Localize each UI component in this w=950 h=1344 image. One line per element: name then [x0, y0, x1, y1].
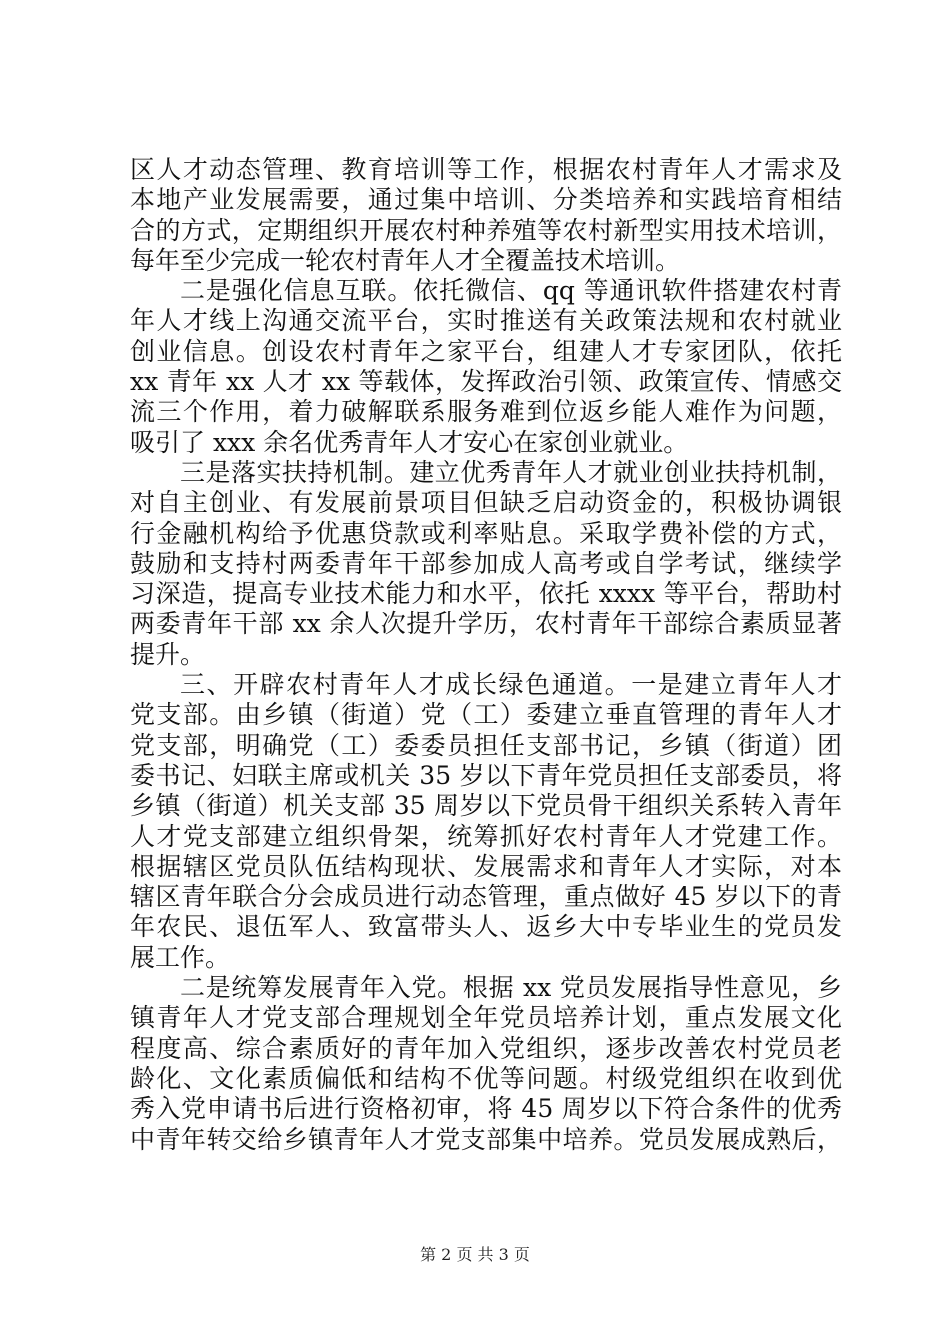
text-line: 委书记、妇联主席或机关 35 岁以下青年党员担任支部委员，将 [130, 760, 842, 790]
text-line: 鼓励和支持村两委青年干部参加成人高考或自学考试，继续学 [130, 548, 842, 578]
section-heading-line: 三、开辟农村青年人才成长绿色通道。一是建立青年人才 [180, 670, 842, 700]
text-line: 展工作。 [130, 942, 231, 972]
text-line: 提升。 [130, 639, 206, 669]
text-line: xx 青年 xx 人才 xx 等载体，发挥政治引领、政策宣传、情感交 [130, 367, 842, 397]
text-line: 每年至少完成一轮农村青年人才全覆盖技术培训。 [130, 245, 681, 275]
text-line: 创业信息。创设农村青年之家平台，组建人才专家团队，依托 [130, 336, 842, 366]
text-line: 党支部，明确党（工）委委员担任支部书记，乡镇（街道）团 [130, 730, 842, 760]
text-line: 根据辖区党员队伍结构现状、发展需求和青年人才实际，对本 [130, 851, 842, 881]
text-line: 中青年转交给乡镇青年人才党支部集中培养。党员发展成熟后， [130, 1124, 842, 1154]
page-footer [0, 1242, 950, 1265]
text-line: 吸引了 xxx 余名优秀青年人才安心在家创业就业。 [130, 427, 689, 457]
text-line: 程度高、综合素质好的青年加入党组织，逐步改善农村党员老 [130, 1033, 842, 1063]
text-line: 两委青年干部 xx 余人次提升学历，农村青年干部综合素质显著 [130, 609, 842, 639]
text-line: 人才党支部建立组织骨架，统筹抓好农村青年人才党建工作。 [130, 821, 842, 851]
text-line: 习深造，提高专业技术能力和水平，依托 xxxx 等平台，帮助村 [130, 579, 842, 609]
text-line: 年人才线上沟通交流平台，实时推送有关政策法规和农村就业 [130, 306, 842, 336]
document-body [130, 155, 842, 1155]
text-line: 辖区青年联合分会成员进行动态管理，重点做好 45 岁以下的青 [130, 882, 842, 912]
paragraph-first-line: 二是强化信息互联。依托微信、qq 等通讯软件搭建农村青 [180, 276, 842, 306]
text-line: 流三个作用，着力破解联系服务难到位返乡能人难作为问题， [130, 397, 842, 427]
text-line: 年农民、退伍军人、致富带头人、返乡大中专毕业生的党员发 [130, 912, 842, 942]
text-line: 镇青年人才党支部合理规划全年党员培养计划，重点发展文化 [130, 1003, 842, 1033]
text-line: 本地产业发展需要，通过集中培训、分类培养和实践培育相结 [130, 185, 842, 215]
text-line: 秀入党申请书后进行资格初审，将 45 周岁以下符合条件的优秀 [130, 1094, 842, 1124]
text-line: 合的方式，定期组织开展农村种养殖等农村新型实用技术培训， [130, 215, 842, 245]
text-line: 党支部。由乡镇（街道）党（工）委建立垂直管理的青年人才 [130, 700, 842, 730]
paragraph-first-line: 二是统筹发展青年入党。根据 xx 党员发展指导性意见，乡 [180, 973, 842, 1003]
page-number-label: 第 2 页 共 3 页 [420, 1245, 530, 1264]
text-line: 乡镇（街道）机关支部 35 周岁以下党员骨干组织关系转入青年 [130, 791, 842, 821]
paragraph-first-line: 三是落实扶持机制。建立优秀青年人才就业创业扶持机制， [180, 457, 842, 487]
text-line: 行金融机构给予优惠贷款或利率贴息。采取学费补偿的方式， [130, 518, 842, 548]
text-line: 龄化、文化素质偏低和结构不优等问题。村级党组织在收到优 [130, 1063, 842, 1093]
text-line: 对自主创业、有发展前景项目但缺乏启动资金的，积极协调银 [130, 488, 842, 518]
text-line: 区人才动态管理、教育培训等工作，根据农村青年人才需求及 [130, 155, 842, 184]
